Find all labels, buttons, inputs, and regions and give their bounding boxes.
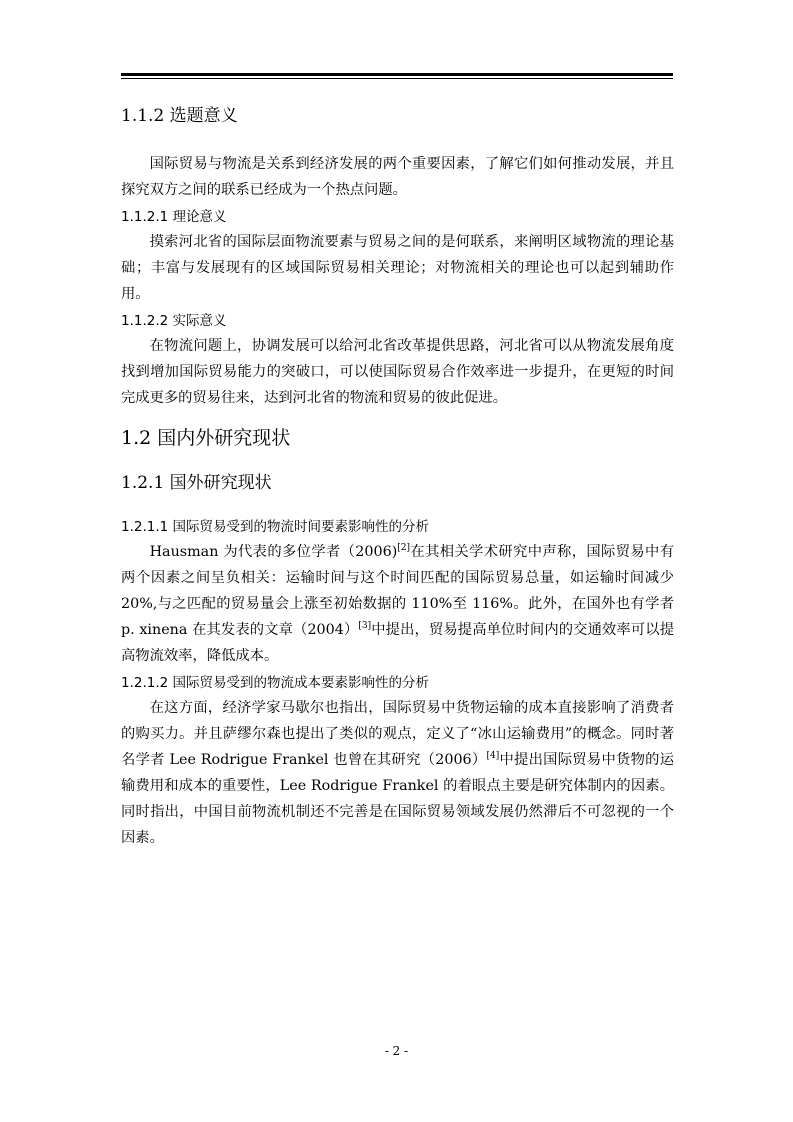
- citation-ref: [2]: [397, 543, 411, 553]
- heading-1-1-2: 1.1.2 选题意义: [121, 106, 238, 126]
- paragraph-1-1-2-2: 在物流问题上，协调发展可以给河北省改革提供思路，河北省可以从物流发展角度找到增加国际贸易能力的突破口，可以使国际贸易合作效率进一步提升，在更短的时间完成更多的贸易往来，达到河北省的物流和贸易的彼此促进。: [121, 338, 674, 406]
- heading-1-2: 1.2 国内外研究现状: [121, 427, 291, 449]
- paragraph-1-2-1-1: [121, 539, 674, 669]
- heading-1-2-1: 1.2.1 国外研究现状: [121, 473, 272, 493]
- citation-ref: [4]: [486, 751, 500, 761]
- page-body: [121, 103, 674, 853]
- heading-1-2-1-2: 1.2.1.2 国际贸易受到的物流成本要素影响性的分析: [121, 675, 430, 691]
- paragraph-text: 在这方面，经济学家马歇尔也指出，国际贸易中货物运输的成本直接影响了消费者的购买力。并且萨缪尔森也提出了类似的观点，定义了“冰山运输费用”的概念。同时著名学者 Lee Rodrigue Frankel 也曾在其研究（2006）: [121, 700, 674, 768]
- paragraph-1-1-2: 国际贸易与物流是关系到经济发展的两个重要因素，了解它们如何推动发展，并且探究双方之间的联系已经成为一个热点问题。: [121, 156, 674, 198]
- paragraph-text: Hausman 为代表的多位学者（2006): [149, 544, 398, 560]
- page-number: - 2 -: [384, 1044, 409, 1058]
- paragraph-text: 在其相关学术研究中声称，国际贸易中有两个因素之间呈负相关：运输时间与这个时间匹配的国际贸易总量，如运输时间减少 20%,与之匹配的贸易量会上涨至初始数据的 110%至 116%。此外，在国外也有学者 p. xinena 在其发表的文章（2004）: [121, 544, 674, 638]
- heading-1-2-1-1: 1.2.1.1 国际贸易受到的物流时间要素影响性的分析: [121, 519, 430, 535]
- header-rule-thin: [121, 78, 673, 79]
- paragraph-text: 中提出，贸易提高单位时间内的交通效率可以提高物流效率，降低成本。: [121, 622, 674, 664]
- paragraph-1-1-2-1: 摸索河北省的国际层面物流要素与贸易之间的是何联系，来阐明区域物流的理论基础；丰富与发展现有的区域国际贸易相关理论；对物流相关的理论也可以起到辅助作用。: [121, 234, 674, 302]
- paragraph-1-2-1-2: [121, 695, 674, 851]
- header-rule-thick: [121, 73, 673, 76]
- paragraph-text: 中提出国际贸易中货物的运输费用和成本的重要性，Lee Rodrigue Frankel 的着眼点主要是研究体制内的因素。同时指出，中国目前物流机制还不完善是在国际贸易领域发展仍然滞后不可忽视的一个因素。: [121, 752, 674, 846]
- citation-ref: [3]: [358, 621, 372, 631]
- heading-1-1-2-1: 1.1.2.1 理论意义: [121, 209, 227, 225]
- heading-1-1-2-2: 1.1.2.2 实际意义: [121, 313, 227, 329]
